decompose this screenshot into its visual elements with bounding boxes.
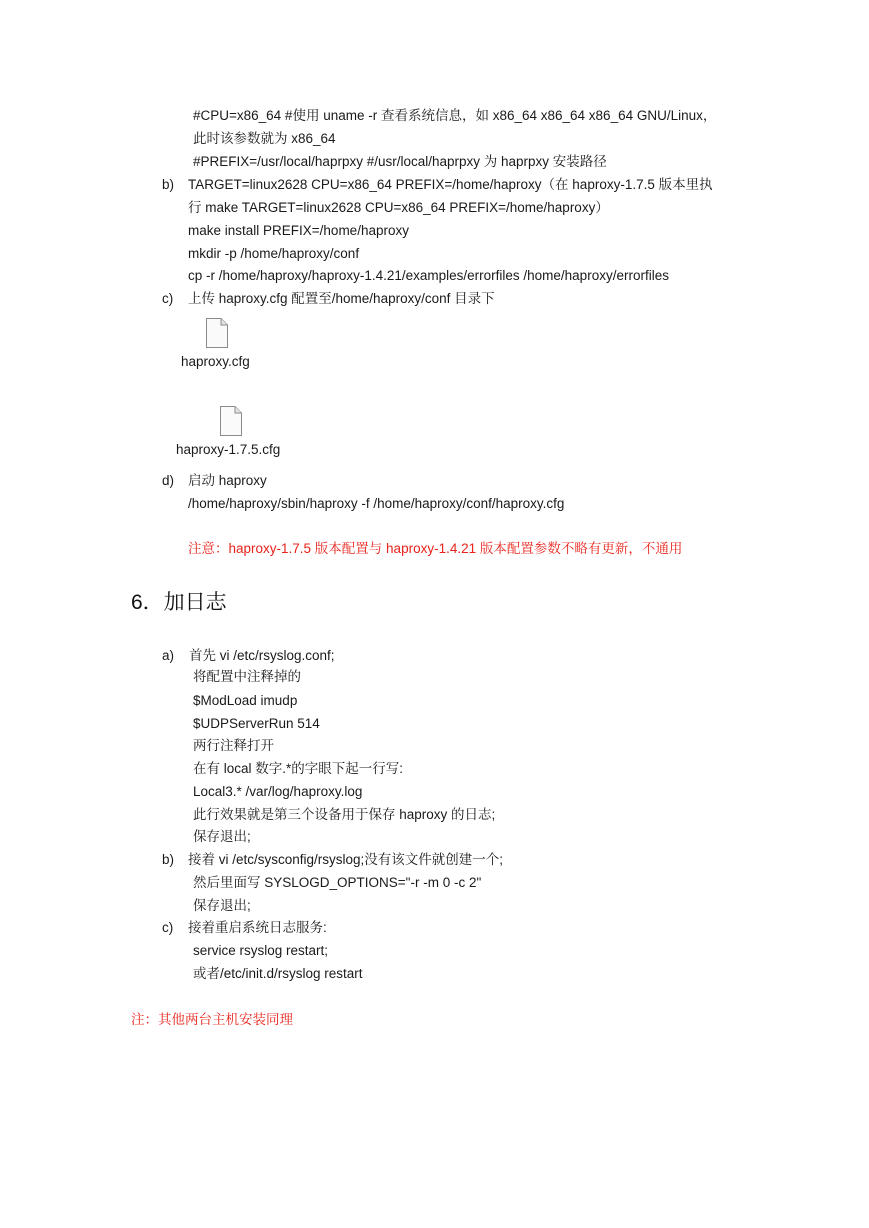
step-line: 将配置中注释掉的 (193, 669, 301, 684)
step-line: $ModLoad imudp (193, 693, 298, 708)
config-comment-line: #PREFIX=/usr/local/haprpxy #/usr/local/haprpxy 为 haprpxy 安装路径 (193, 154, 607, 169)
upload-instruction: 上传 haproxy.cfg 配置至/home/haproxy/conf 目录下 (188, 291, 495, 306)
step-line: 然后里面写 SYSLOGD_OPTIONS="-r -m 0 -c 2" (193, 875, 482, 890)
config-comment-line: 此时该参数就为 x86_64 (193, 131, 336, 146)
step-line: 首先 vi /etc/rsyslog.conf; (189, 648, 335, 663)
warning-note: 注意：haproxy-1.7.5 版本配置与 haproxy-1.4.21 版本配置参数不略有更新，不通用 (188, 541, 683, 556)
list-marker-b: b) (162, 177, 175, 192)
list-marker-c: c) (162, 920, 174, 935)
list-marker-d: d) (162, 473, 175, 488)
step-line: 两行注释打开 (193, 738, 274, 753)
command-line: cp -r /home/haproxy/haproxy-1.4.21/examples/errorfiles /home/haproxy/errorfiles (188, 268, 669, 283)
file-icon[interactable] (219, 405, 243, 440)
footer-note: 注：其他两台主机安装同理 (131, 1012, 293, 1027)
list-marker-b: b) (162, 852, 175, 867)
command-line: /home/haproxy/sbin/haproxy -f /home/haproxy/conf/haproxy.cfg (188, 496, 565, 511)
step-line: 保存退出; (193, 829, 251, 844)
step-line: 接着 vi /etc/sysconfig/rsyslog;没有该文件就创建一个; (188, 852, 504, 867)
step-line: $UDPServerRun 514 (193, 716, 320, 731)
file-icon[interactable] (205, 317, 229, 352)
step-line: 此行效果就是第三个设备用于保存 haproxy 的日志; (193, 807, 496, 822)
step-line: 接着重启系统日志服务: (188, 920, 327, 935)
step-line: service rsyslog restart; (193, 943, 329, 958)
step-line: Local3.* /var/log/haproxy.log (193, 784, 363, 799)
section-heading: 6．加日志 (131, 591, 227, 614)
list-marker-c: c) (162, 291, 174, 306)
step-line: 在有 local 数字.*的字眼下起一行写: (193, 761, 404, 776)
command-line: 行 make TARGET=linux2628 CPU=x86_64 PREFIX=/home/haproxy） (188, 200, 609, 215)
step-line: 或者/etc/init.d/rsyslog restart (193, 966, 363, 981)
command-line: 启动 haproxy (188, 473, 267, 488)
config-comment-line: #CPU=x86_64 #使用 uname -r 查看系统信息，如 x86_64 x86_64 x86_64 GNU/Linux， (193, 108, 717, 123)
file-name[interactable]: haproxy-1.7.5.cfg (176, 442, 281, 457)
command-line: make install PREFIX=/home/haproxy (188, 223, 409, 238)
file-name[interactable]: haproxy.cfg (181, 354, 250, 369)
command-line: mkdir -p /home/haproxy/conf (188, 246, 360, 261)
list-marker-a: a) (162, 648, 175, 663)
command-line: TARGET=linux2628 CPU=x86_64 PREFIX=/home/haproxy（在 haproxy-1.7.5 版本里执 (188, 177, 713, 192)
step-line: 保存退出; (193, 898, 251, 913)
